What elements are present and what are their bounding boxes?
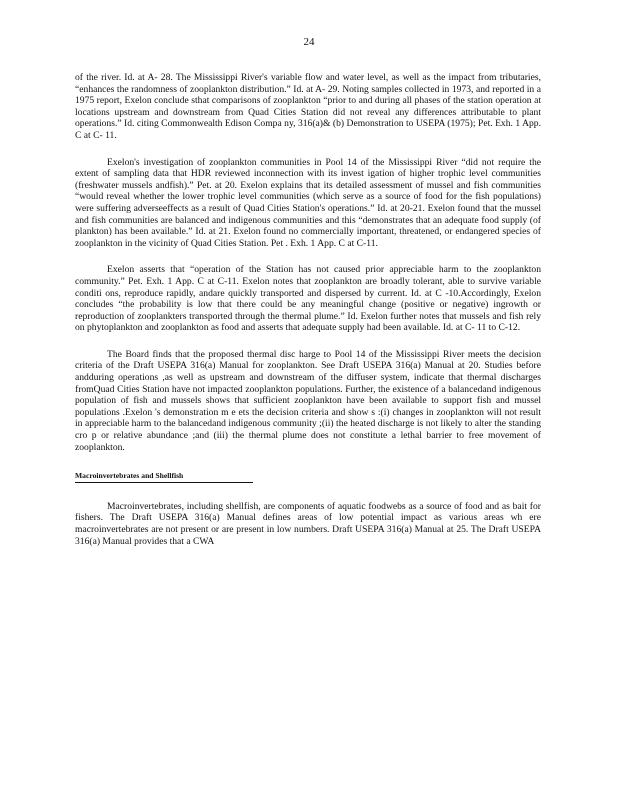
paragraph-exelon-asserts: Exelon asserts that “operation of the Station has not caused prior appreciable harm to the zooplankton community.” Pet. Exh. 1 App. C at C-11. Exelon notes that zooplankton are broadly tolerant, able to survive variable conditi ons, reproduce rapidly, andare quickly transported and dispersed by current. Id. at C -10.Accordingly, Exelon concludes “the probability is low that there could be any meaningful change (positive or negative) ingrowth or reproduction of zooplankters transported through the thermal plume.” Id. Exelon further notes that mussels and fish rely on phytoplankton and zooplankton as food and asserts that adequate supply had been available. Id. at C- 11 to C-12. bbox=[75, 264, 541, 334]
paragraph-continuation: of the river. Id. at A- 28. The Mississippi River's variable flow and water level, as well as the impact from tributaries, “enhances the randomness of zooplankton distribution.” Id. at A- 29. Noting samples collected in 1973, and reported in a 1975 report, Exelon conclude sthat comparisons of zooplankton “prior to and during all phases of the station operation at locations upstream and downstream from Quad Cities Station did not reveal any differences attributable to plant operations.” Id. citing Commonwealth Edison Compa ny, 316(a)& (b) Demonstration to USEPA (1975); Pet. Exh. 1 App. C at C- 11. bbox=[75, 72, 541, 141]
body-text bbox=[75, 72, 541, 562]
paragraph-board-finding: The Board finds that the proposed thermal disc harge to Pool 14 of the Mississippi River meets the decision criteria of the Draft USEPA 316(a) Manual for zooplankton. See Draft USEPA 316(a) Manual at 20. Studies before andduring operations ,as well as upstream and downstream of the diffuser system, indicate that thermal discharges fromQuad Cities Station have not impacted zooplankton populations. Further, the existence of a balancedand indigenous population of fish and mussels shows that sufficient zooplankton have been available to support fish and mussel populations .Exelon 's demonstration m e ets the decision criteria and show s :(i) changes in zooplankton will not result in appreciable harm to the balancedand indigenous community ;(ii) the heated discharge is not likely to alter the standing cro p or relative abundance ;and (iii) the thermal plume does not constitute a lethal barrier to free movement of zooplankton. bbox=[75, 348, 541, 453]
section-heading-macroinvertebrates: Macroinvertebrates and Shellfish bbox=[75, 470, 253, 483]
paragraph-macroinvertebrates: Macroinvertebrates, including shellfish, are components of aquatic foodwebs as a source of food and as bait for fishers. The Draft USEPA 316(a) Manual defines areas of low potential impact as various areas wh ere macroinvertebrates are not present or are present in low numbers. Draft USEPA 316(a) Manual at 25. The Draft USEPA 316(a) Manual provides that a CWA bbox=[75, 500, 541, 547]
page-number: 24 bbox=[303, 36, 315, 48]
paragraph-exelon-investigation: Exelon's investigation of zooplankton communities in Pool 14 of the Mississippi River “did not require the extent of sampling data that HDR reviewed inconnection with its invest igation of higher trophic level communities (freshwater mussels andfish).” Pet. at 20. Exelon explains that its detailed assessment of mussel and fish communities “would reveal whether the lower trophic level communities (which serve as a source of food for the fish populations) were suffering adverseeffects as a result of Quad Cities Station's operations.” Id. at 20-21. Exelon found that the mussel and fish communities are balanced and indigenous communities and this “demonstrates that an adequate food supply (of plankton) has been available.” Id. at 21. Exelon found no commercially important, threatened, or endangered species of zooplankton in the vicinity of Quad Cities Station. Pet . Exh. 1 App. C at C-11. bbox=[75, 156, 541, 249]
